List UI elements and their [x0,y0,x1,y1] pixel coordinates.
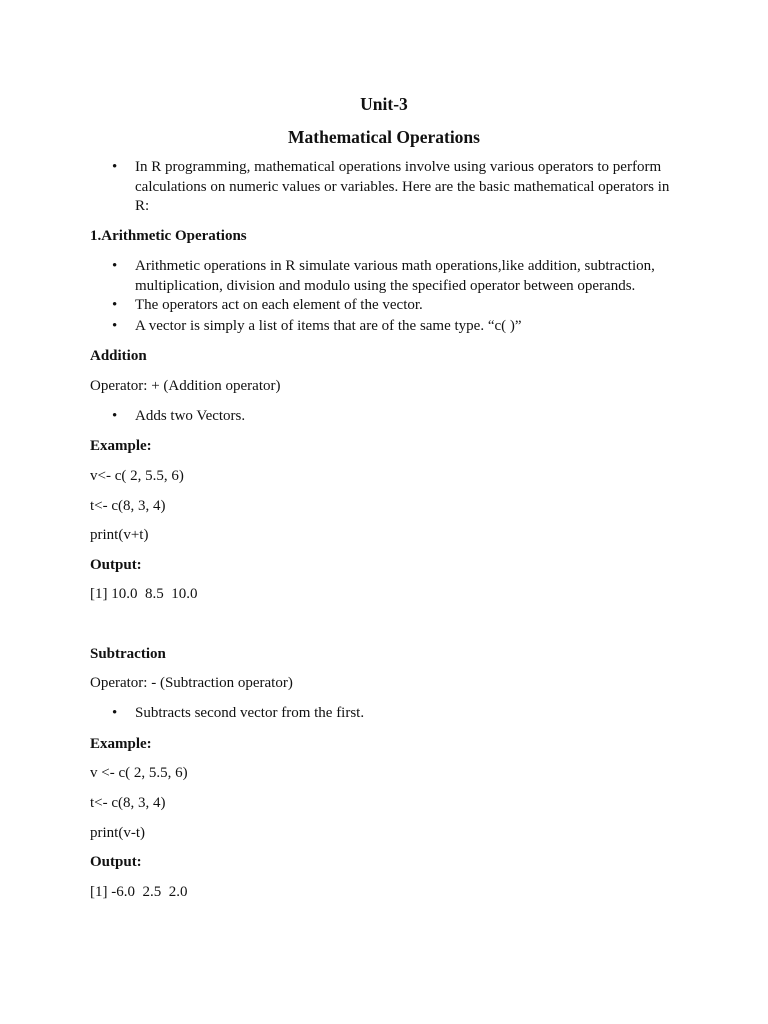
addition-code-line-3: print(v+t) [90,527,149,543]
bullet-icon: • [112,159,118,175]
arithmetic-bullet-1: Arithmetic operations in R simulate various math operations,like addition, subtraction, multiplication, division and modulo using the specified operator between operands. [135,258,655,294]
bullet-icon: • [112,258,118,274]
addition-output-label: Output: [90,557,142,573]
arithmetic-bullet-2: The operators act on each element of the vector. [135,297,423,313]
addition-bullet: Adds two Vectors. [135,408,246,424]
subtraction-output: [1] -6.0 2.5 2.0 [90,884,188,900]
bullet-icon: • [112,408,118,424]
subtraction-bullet: Subtracts second vector from the first. [135,705,365,721]
addition-operator: Operator: + (Addition operator) [90,378,281,394]
arithmetic-bullet-3: A vector is simply a list of items that are of the same type. “c( )” [135,318,522,334]
subtraction-output-label: Output: [90,854,142,870]
intro-bullet-text: In R programming, mathematical operations involve using various operators to perform calculations on numeric values or variables. Here are the basic mathematical operators in R: [135,159,670,214]
bullet-icon: • [112,705,118,721]
page-heading: Mathematical Operations [288,127,480,147]
subtraction-example-label: Example: [90,736,152,752]
addition-example-label: Example: [90,438,152,454]
subtraction-operator: Operator: - (Subtraction operator) [90,675,293,691]
addition-code-line-1: v<- c( 2, 5.5, 6) [90,468,184,484]
addition-title: Addition [90,348,147,364]
section-arithmetic-title: 1.Arithmetic Operations [90,228,247,244]
bullet-icon: • [112,297,118,313]
subtraction-code-line-1: v <- c( 2, 5.5, 6) [90,765,188,781]
subtraction-code-line-3: print(v-t) [90,825,145,841]
subtraction-code-line-2: t<- c(8, 3, 4) [90,795,166,811]
unit-title: Unit-3 [360,94,408,114]
addition-output: [1] 10.0 8.5 10.0 [90,586,198,602]
addition-code-line-2: t<- c(8, 3, 4) [90,498,166,514]
bullet-icon: • [112,318,118,334]
subtraction-title: Subtraction [90,646,166,662]
